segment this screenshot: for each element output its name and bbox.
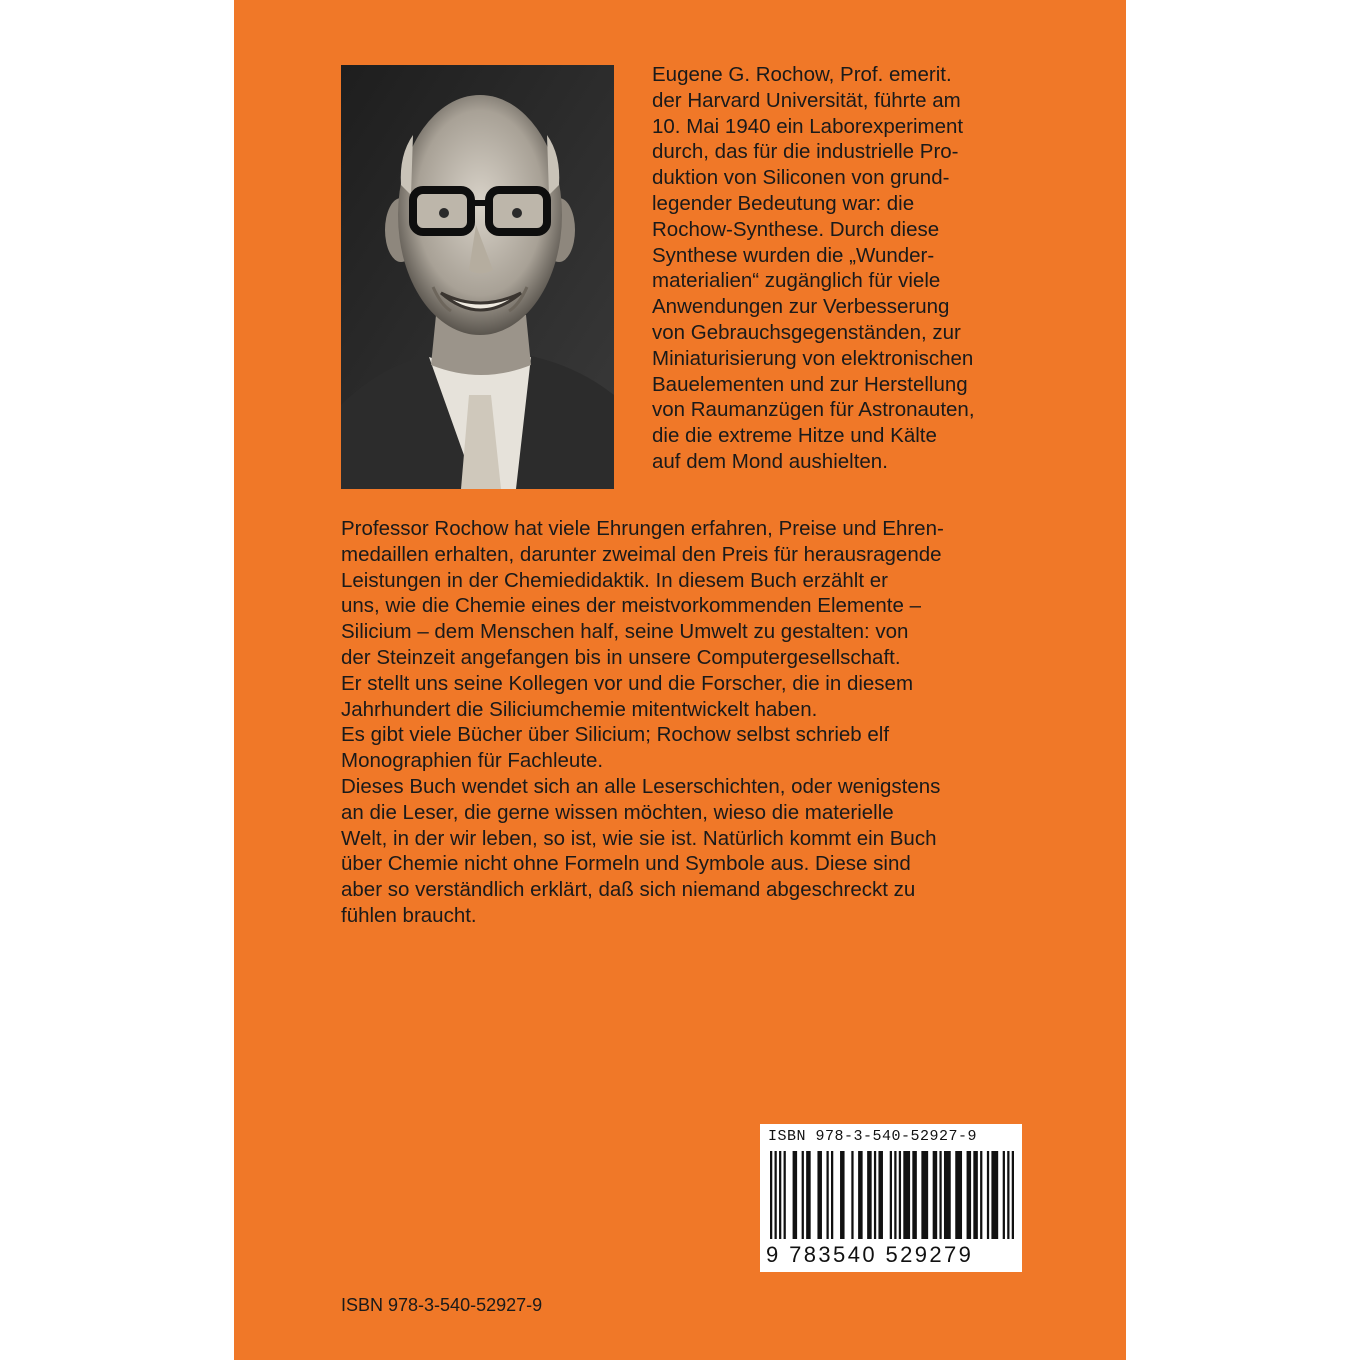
bio-line: 10. Mai 1940 ein Laborexperiment [652, 114, 964, 138]
barcode-bar [775, 1151, 777, 1239]
author-portrait-image [341, 65, 614, 489]
author-photo [341, 65, 614, 489]
bio-line: Bauelementen und zur Herstellung [652, 372, 968, 396]
barcode-bar [1003, 1151, 1005, 1239]
barcode-bar [770, 1151, 772, 1239]
isbn-barcode [760, 1124, 1022, 1272]
bio-line: durch, das für die industrielle Pro- [652, 140, 959, 164]
barcode-bar [867, 1151, 872, 1239]
description-line: an die Leser, die gerne wissen möchten, wieso die materielle [341, 800, 894, 824]
description-line: über Chemie nicht ohne Formeln und Symbole aus. Diese sind [341, 852, 911, 876]
bio-line: auf dem Mond aushielten. [652, 449, 888, 473]
barcode-bar [802, 1151, 804, 1239]
barcode-bar [955, 1151, 962, 1239]
isbn-footer: ISBN 978-3-540-52927-9 [341, 1295, 543, 1315]
description-line: Leistungen in der Chemiedidaktik. In diesem Buch erzählt er [341, 568, 888, 592]
barcode-bar [944, 1151, 951, 1239]
barcode-bar [903, 1151, 910, 1239]
description-line: Monographien für Fachleute. [341, 749, 604, 773]
bio-line: von Raumanzügen für Astronauten, [652, 398, 975, 422]
bio-line: Eugene G. Rochow, Prof. emerit. [652, 63, 952, 86]
barcode-bar [899, 1151, 901, 1239]
description-line: aber so verständlich erklärt, daß sich niemand abgeschreckt zu [341, 878, 916, 902]
barcode-bar [851, 1151, 853, 1239]
bio-line: legender Bedeutung war: die [652, 191, 915, 215]
bio-line: Synthese wurden die „Wunder- [652, 243, 935, 267]
description-line: uns, wie die Chemie eines der meistvorkommenden Elemente – [341, 594, 921, 618]
bio-line: materialien“ zugänglich für viele [652, 269, 941, 293]
barcode-bar [987, 1151, 989, 1239]
barcode-bars [770, 1151, 1014, 1239]
barcode-bar [826, 1151, 828, 1239]
barcode-digits: 9 783540 529279 [766, 1242, 974, 1267]
bio-line: Miniaturisierung von elektronischen [652, 346, 974, 370]
bio-line: Rochow-Synthese. Durch diese [652, 217, 940, 241]
description-line: Dieses Buch wendet sich an alle Leserschichten, oder wenigstens [341, 774, 941, 798]
book-description [341, 516, 1061, 929]
description-line: Er stellt uns seine Kollegen vor und die Forscher, die in diesem [341, 671, 914, 695]
barcode-bar [831, 1151, 833, 1239]
barcode-bar [973, 1151, 978, 1239]
barcode-bar [933, 1151, 938, 1239]
barcode-bar [1012, 1151, 1014, 1239]
barcode-bar [784, 1151, 786, 1239]
description-line: medaillen erhalten, darunter zweimal den Preis für herausragende [341, 542, 942, 566]
description-line: Professor Rochow hat viele Ehrungen erfahren, Preise und Ehren- [341, 517, 944, 540]
barcode-bar [894, 1151, 896, 1239]
barcode-bar [779, 1151, 781, 1239]
barcode-bar [858, 1151, 863, 1239]
bio-line: die die extreme Hitze und Kälte [652, 424, 937, 448]
barcode-bar [874, 1151, 876, 1239]
barcode-bar [890, 1151, 892, 1239]
barcode-bar [991, 1151, 998, 1239]
bio-line: Anwendungen zur Verbesserung [652, 295, 950, 319]
description-line: Es gibt viele Bücher über Silicium; Rochow selbst schrieb elf [341, 723, 890, 747]
bio-line: der Harvard Universität, führte am [652, 88, 961, 112]
barcode-bar [980, 1151, 982, 1239]
description-line: Jahrhundert die Siliciumchemie mitentwickelt haben. [341, 697, 818, 721]
bio-line: duktion von Siliconen von grund- [652, 166, 950, 190]
description-line: Silicium – dem Menschen half, seine Umwelt zu gestalten: von [341, 620, 909, 644]
barcode-bar [817, 1151, 822, 1239]
bio-line: von Gebrauchsgegenständen, zur [652, 320, 961, 344]
barcode-bar [840, 1151, 845, 1239]
author-bio [652, 62, 1052, 475]
barcode-bar [967, 1151, 972, 1239]
barcode-bar [878, 1151, 883, 1239]
barcode-bar [793, 1151, 798, 1239]
barcode-bar [939, 1151, 941, 1239]
barcode-bar [912, 1151, 917, 1239]
description-line: der Steinzeit angefangen bis in unsere Computergesellschaft. [341, 645, 901, 669]
description-line: Welt, in der wir leben, so ist, wie sie ist. Natürlich kommt ein Buch [341, 826, 937, 850]
barcode-bar [1007, 1151, 1009, 1239]
barcode-bar [921, 1151, 928, 1239]
description-line: fühlen braucht. [341, 903, 477, 927]
barcode-bar [806, 1151, 811, 1239]
barcode-isbn-label: ISBN 978-3-540-52927-9 [768, 1128, 978, 1145]
